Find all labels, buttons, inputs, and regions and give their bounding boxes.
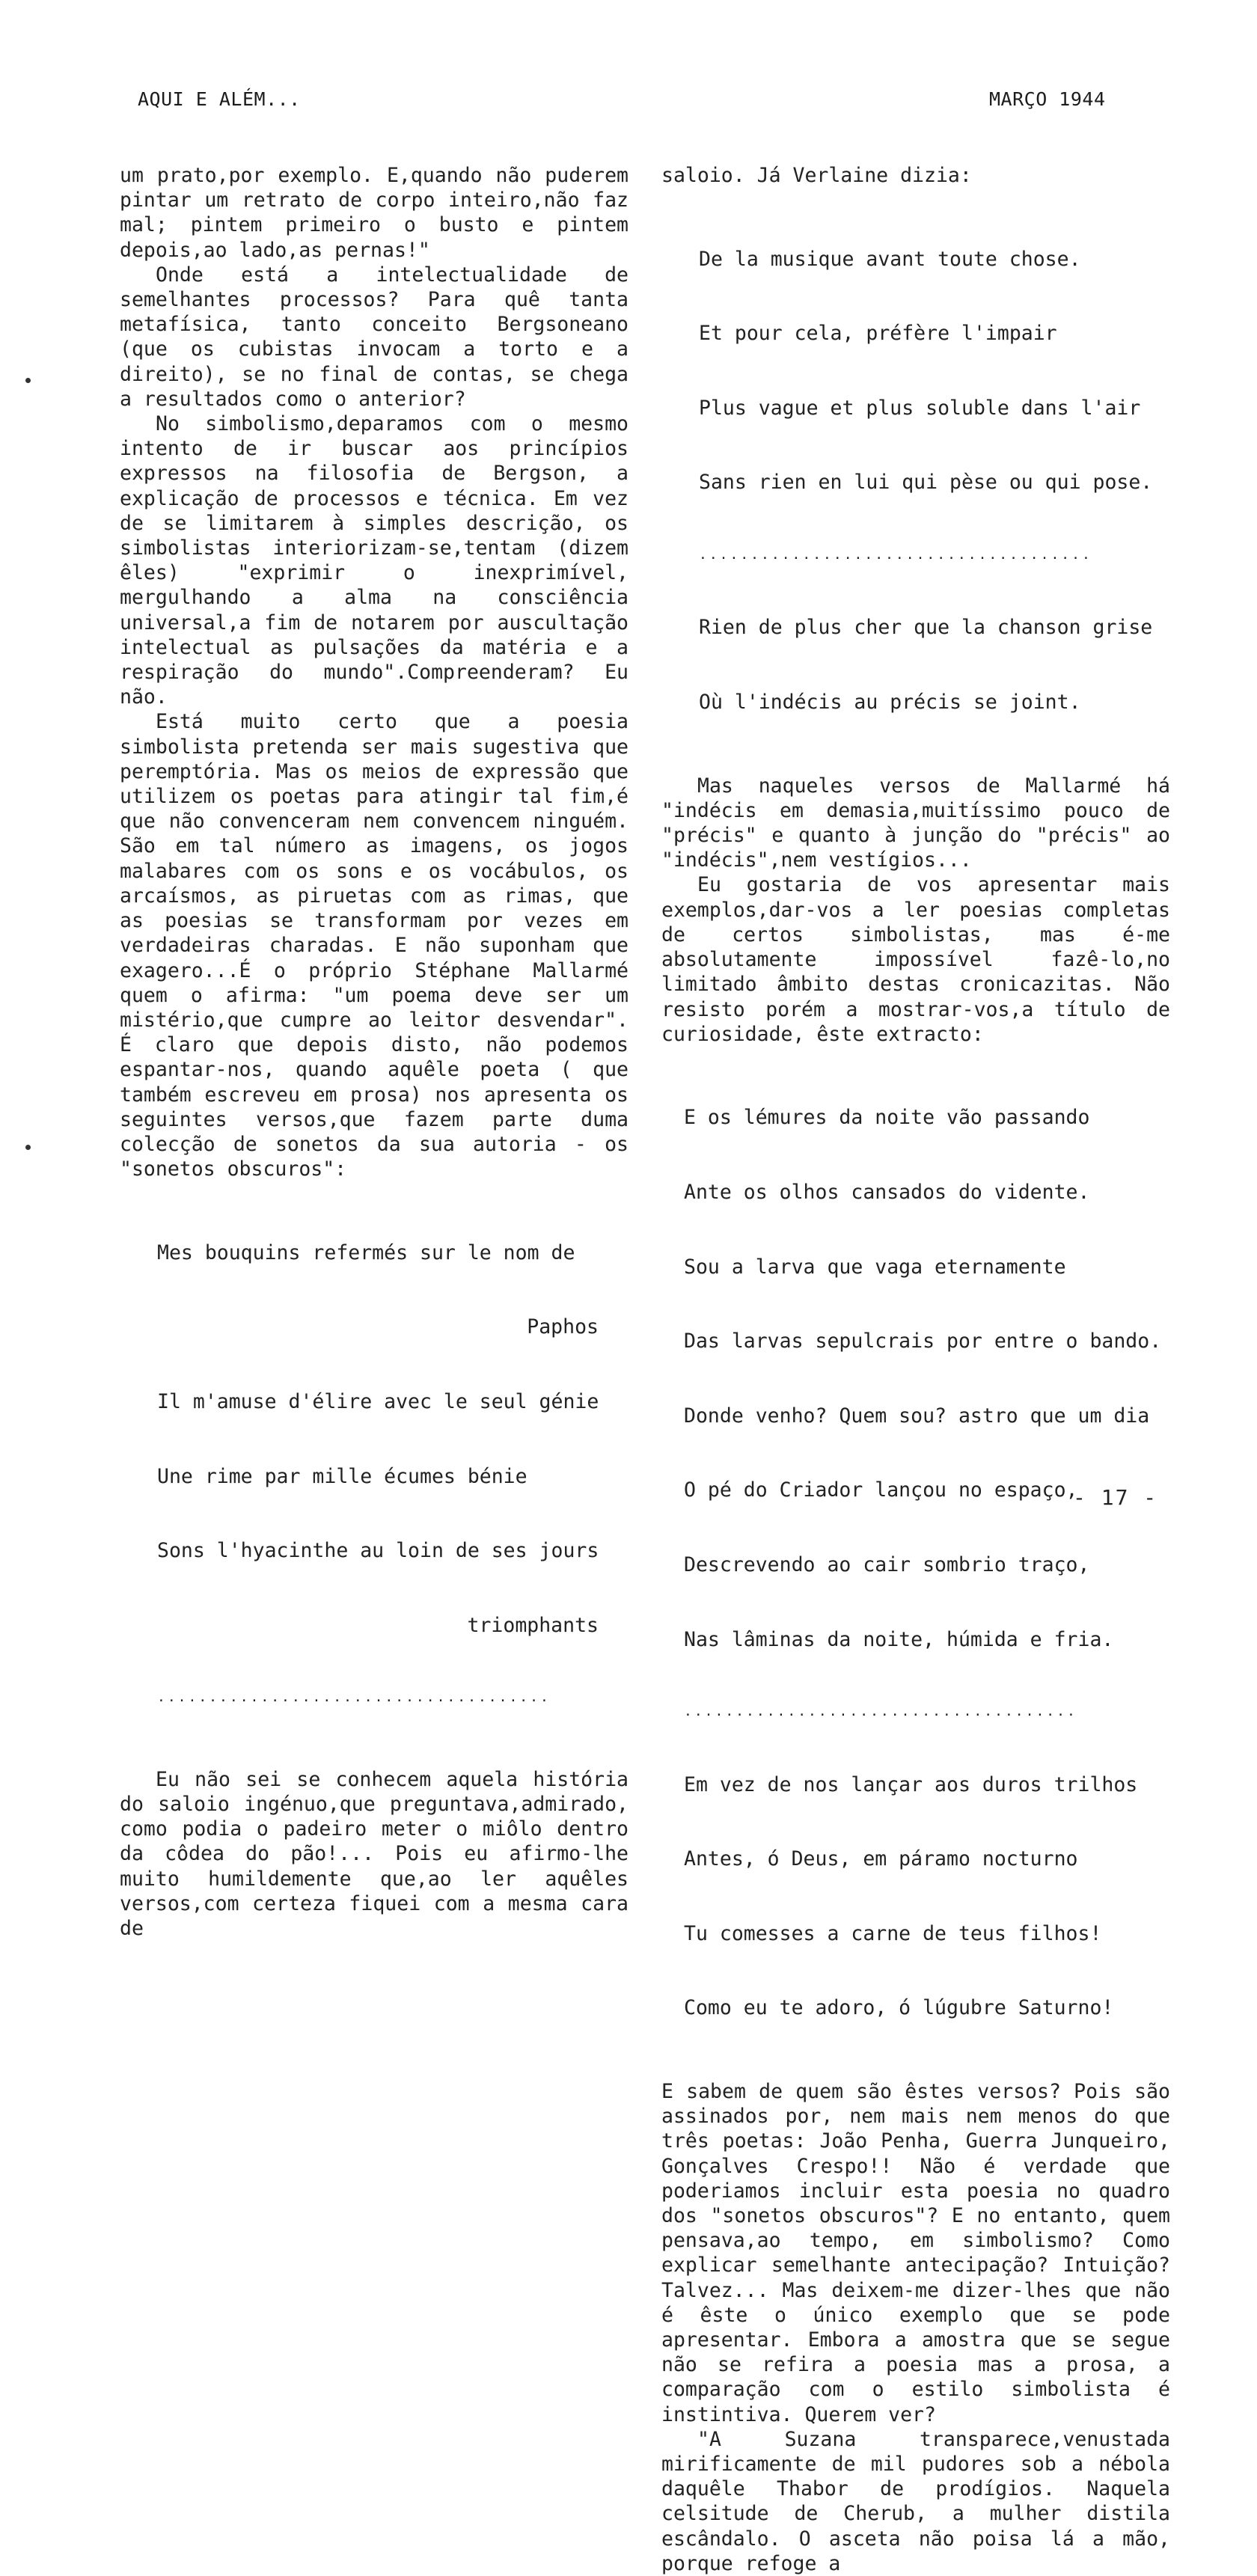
verse-block-verlaine [699,197,1170,764]
left-column [120,163,628,1941]
verse-line: Paphos [527,1315,599,1339]
verse-line: Il m'amuse d'élire avec le seul génie [157,1389,599,1413]
margin-mark [25,378,31,383]
verse-line: Como eu te adoro, ó lúgubre Saturno! [684,1996,1114,2020]
ellipsis-separator: ...................................... [157,1689,551,1706]
verse-line: De la musique avant toute chose. [699,247,1081,271]
verse-block-sonnet [684,1056,1170,2070]
running-header-title: AQUI E ALÉM... [138,88,301,110]
verse-line: Où l'indécis au précis se joint. [699,691,1081,715]
paragraph: Onde está a intelectualidade de semelhantes processos? Para quê tanta metafísica, tanto conceito Bergsoneano (que os cubistas invocam a torto e a direito), se no final de contas, se chega a resultados como o anterior? [120,263,628,411]
ellipsis-separator: ...................................... [699,547,1092,563]
verse-line: Descrevendo ao cair sombrio traço, [684,1552,1090,1576]
verse-line: Une rime par mille écumes bénie [157,1464,527,1488]
ellipsis-separator: ...................................... [684,1704,1077,1720]
verse-line: Tu comesses a carne de teus filhos! [684,1921,1102,1945]
verse-line: Sans rien en lui qui pèse ou qui pose. [699,471,1153,495]
verse-line: Antes, ó Deus, em páramo nocturno [684,1847,1078,1871]
verse-line: Plus vague et plus soluble dans l'air [699,396,1141,420]
paragraph: No simbolismo,deparamos com o mesmo intento de ir buscar aos princípios expressos na filosofia de Bergson, a explicação de processos e técnica. Em vez de se limitarem à simples descrição, os simbolistas interiorizam-se,tentam (dizem êles) "exprimir o inexprimível, mergulhando a alma na consciência universal,a fim de notarem por auscultação intelectual as pulsações da matéria e a respiração do mundo".Compreenderam? Eu não. [120,412,628,709]
verse-line: E os lémures da noite vão passando [684,1106,1090,1130]
verse-line: O pé do Criador lançou no espaço, [684,1478,1078,1502]
verse-block-mallarme [157,1190,628,1757]
verse-line: Ante os olhos cansados do vidente. [684,1180,1090,1204]
verse-line: Sou a larva que vaga eternamente [684,1255,1066,1279]
paragraph: E sabem de quem são êstes versos? Pois são assinados por, nem mais nem menos do que três poetas: João Penha, Guerra Junqueiro, Gonçalves Crespo!! Não é verdade que poderiamos incluir esta poesia no quadro dos "sonetos obscuros"? E no entanto, quem pensava,ao tempo, em simbolismo? Como explicar semelhante antecipação? Intuição? Talvez... Mas deixem-me dizer-lhes que não é êste o único exemplo que se pode apresentar. Embora a amostra que se segue não se refira a poesia mas a prosa, a comparação com o estilo simbolista é instintiva. Querem ver? [661,2080,1170,2426]
page-number: - 17 - [1073,1485,1158,1510]
paragraph: saloio. Já Verlaine dizia: [661,164,972,187]
paragraph: "A Suzana transparece,venustada mirificamente de mil pudores sob a nébola daquêle Thabor de prodígios. Naquela celsitude de Cherub, a mulher distila escândalo. O asceta não poisa lá a mão, porque refoge a [661,2427,1170,2575]
verse-line: Nas lâminas da noite, húmida e fria. [684,1627,1114,1651]
verse-line: Em vez de nos lançar aos duros trilhos [684,1772,1138,1796]
verse-line: Donde venho? Quem sou? astro que um dia [684,1404,1150,1428]
verse-line: Mes bouquins refermés sur le nom de [157,1240,575,1264]
margin-mark [25,1145,31,1150]
verse-line: Das larvas sepulcrais por entre o bando. [684,1330,1162,1353]
paragraph: Mas naqueles versos de Mallarmé há "indécis em demasia,muitíssimo pouco de "précis" e quanto à junção do "précis" ao "indécis",nem vestígios... [661,774,1170,872]
verse-line: Et pour cela, préfère l'impair [699,322,1057,346]
verse-line: triomphants [467,1613,599,1637]
paragraph: Está muito certo que a poesia simbolista pretenda ser mais sugestiva que peremptória. Mas os meios de expressão que utilizem os poetas para atingir tal fim,é que não convenceram nem convencem ninguém. São em tal número as imagens, os jogos malabares com os sons e os vocábulos, os arcaísmos, as piruetas com as rimas, que as poesias se transformam por vezes em verdadeiras charadas. E não suponham que exagero...É o próprio Stéphane Mallarmé quem o afirma: "um poema deve ser um mistério,que cumpre ao leitor desvendar". É claro que depois disto, não podemos espantar-nos, quando aquêle poeta ( que também escreveu em prosa) nos apresenta os seguintes versos,que fazem parte duma colecção de sonetos da sua autoria - os "sonetos obscuros": [120,710,628,1181]
paragraph: Eu não sei se conhecem aquela história do saloio ingénuo,que preguntava,admirado, como podia o padeiro meter o miôlo dentro da côdea do pão!... Pois eu afirmo-lhe muito humildemente que,ao ler aquêles versos,com certeza fiquei com a mesma cara de [120,1767,628,1941]
running-header-date: MARÇO 1944 [989,88,1106,110]
paragraph: um prato,por exemplo. E,quando não puderem pintar um retrato de corpo inteiro,não faz mal; pintem primeiro o busto e pintem depois,ao lado,as pernas!" [120,164,628,262]
paragraph: Eu gostaria de vos apresentar mais exemplos,dar-vos a ler poesias completas de certos simbolistas, mas é-me absolutamente impossível fazê-lo,no limitado âmbito destas cronicazitas. Não resisto porém a mostrar-vos,a título de curiosidade, êste extracto: [661,873,1170,1046]
verse-line: Rien de plus cher que la chanson grise [699,616,1153,640]
right-column [661,163,1170,2576]
verse-line: Sons l'hyacinthe au loin de ses jours [157,1539,599,1563]
